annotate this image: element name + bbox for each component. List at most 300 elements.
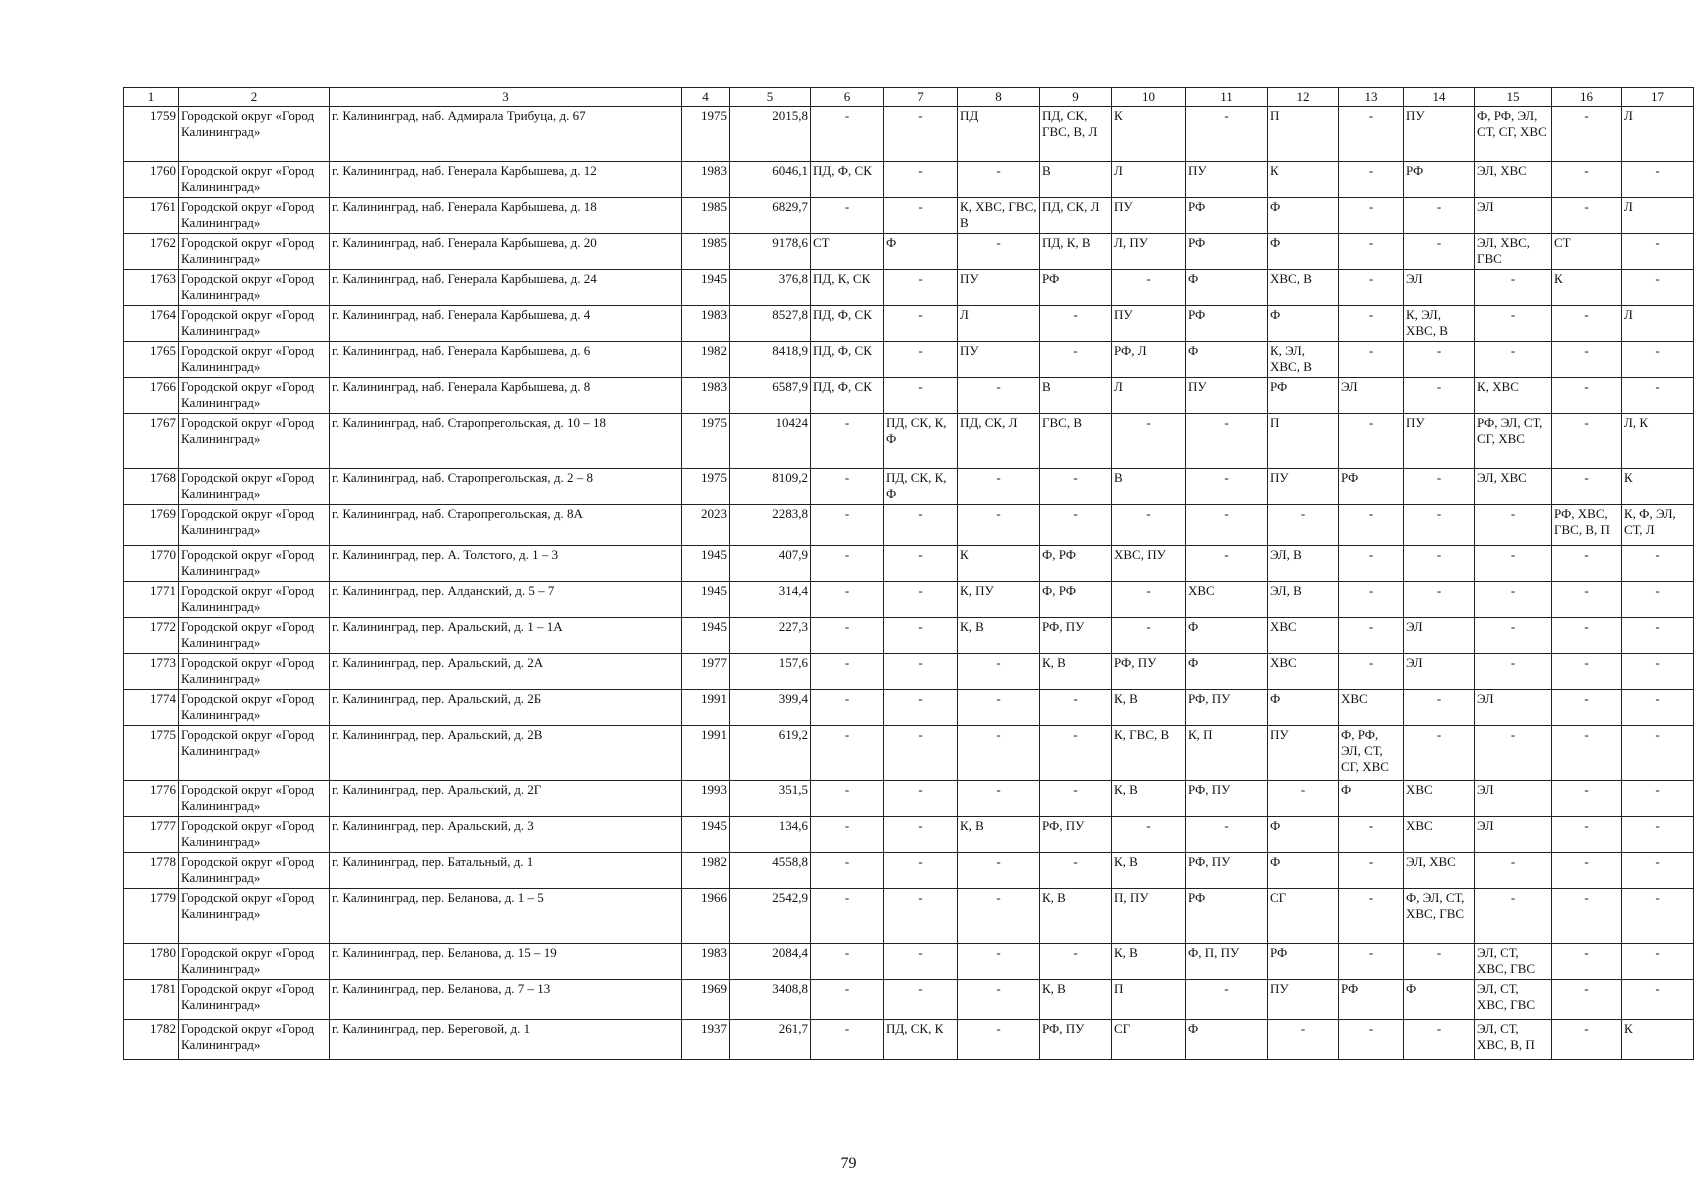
table-cell: - (884, 582, 958, 618)
table-cell: РФ, ПУ (1186, 781, 1268, 817)
table-cell: РФ, ПУ (1040, 817, 1112, 853)
table-cell: 1945 (682, 817, 730, 853)
table-cell: ПД, К, В (1040, 234, 1112, 270)
table-cell: - (1339, 306, 1404, 342)
table-cell: Ф (1186, 654, 1268, 690)
table-cell: 2542,9 (730, 889, 811, 944)
table-cell: - (1339, 198, 1404, 234)
table-cell: ХВС, ПУ (1112, 546, 1186, 582)
table-cell: - (811, 107, 884, 162)
table-cell: г. Калининград, пер. Беланова, д. 15 – 19 (330, 944, 682, 980)
table-cell: ПУ (1268, 726, 1339, 781)
table-cell: ПД, СК, К, Ф (884, 414, 958, 469)
table-cell: - (1622, 234, 1694, 270)
table-cell: Ф (1339, 781, 1404, 817)
table-cell: - (1339, 889, 1404, 944)
table-cell: г. Калининград, наб. Старопрегольская, д. 10 – 18 (330, 414, 682, 469)
table-cell: Городской округ «Город Калининград» (179, 107, 330, 162)
table-cell: ЭЛ (1475, 690, 1552, 726)
table-cell: 1776 (124, 781, 179, 817)
table-cell: ЭЛ (1475, 781, 1552, 817)
table-cell: 1982 (682, 853, 730, 889)
table-row (124, 162, 1694, 198)
table-cell: ПУ (1404, 107, 1475, 162)
table-cell: В (1112, 469, 1186, 505)
table-cell: К, ПУ (958, 582, 1040, 618)
table-cell: - (1339, 817, 1404, 853)
table-cell: - (1552, 889, 1622, 944)
table-cell: - (811, 654, 884, 690)
table-cell: К, В (1112, 690, 1186, 726)
table-cell: - (1186, 505, 1268, 546)
table-cell: - (1339, 618, 1404, 654)
table-cell: Ф, П, ПУ (1186, 944, 1268, 980)
table-cell: - (1475, 505, 1552, 546)
table-cell: - (958, 853, 1040, 889)
table-cell: - (1552, 162, 1622, 198)
table-cell: РФ (1404, 162, 1475, 198)
table-cell: Ф (884, 234, 958, 270)
table-cell: - (884, 944, 958, 980)
table-cell: - (958, 654, 1040, 690)
table-cell: Л (1112, 378, 1186, 414)
table-cell: - (1622, 378, 1694, 414)
table-cell: - (811, 469, 884, 505)
table-cell: г. Калининград, наб. Генерала Карбышева, д. 18 (330, 198, 682, 234)
table-cell: Л, ПУ (1112, 234, 1186, 270)
table-cell: - (884, 198, 958, 234)
table-cell: - (1339, 107, 1404, 162)
table-cell: РФ, ПУ (1186, 690, 1268, 726)
table-cell: - (884, 270, 958, 306)
table-cell: К, В (958, 618, 1040, 654)
table-cell: 1766 (124, 378, 179, 414)
table-cell: Городской округ «Город Калининград» (179, 162, 330, 198)
table-cell: - (1552, 690, 1622, 726)
table-cell: ПД, СК, Л (1040, 198, 1112, 234)
table-cell: 1773 (124, 654, 179, 690)
table-cell: 8527,8 (730, 306, 811, 342)
table-cell: - (1475, 726, 1552, 781)
table-cell: - (1040, 469, 1112, 505)
table-cell: - (1112, 505, 1186, 546)
table-cell: - (1339, 853, 1404, 889)
table-cell: Городской округ «Город Калининград» (179, 270, 330, 306)
table-cell: РФ, ПУ (1040, 618, 1112, 654)
table-cell: - (1622, 618, 1694, 654)
column-number: 12 (1268, 88, 1339, 107)
table-cell: ЭЛ, СТ, ХВС, ГВС (1475, 980, 1552, 1020)
table-cell: 1779 (124, 889, 179, 944)
table-cell: г. Калининград, наб. Генерала Карбышева, д. 8 (330, 378, 682, 414)
table-cell: - (1552, 342, 1622, 378)
table-cell: Городской округ «Город Калининград» (179, 726, 330, 781)
table-cell: - (1268, 781, 1339, 817)
table-cell: 1975 (682, 414, 730, 469)
table-cell: 314,4 (730, 582, 811, 618)
table-row (124, 817, 1694, 853)
table-row (124, 342, 1694, 378)
table-cell: - (811, 817, 884, 853)
table-cell: ЭЛ, СТ, ХВС, В, П (1475, 1020, 1552, 1060)
table-cell: Городской округ «Город Калининград» (179, 618, 330, 654)
table-row (124, 306, 1694, 342)
table-cell: ПД, Ф, СК (811, 378, 884, 414)
table-cell: Городской округ «Город Калининград» (179, 342, 330, 378)
table-cell: П (1268, 414, 1339, 469)
table-cell: - (1622, 270, 1694, 306)
table-cell: - (884, 342, 958, 378)
table-cell: - (811, 582, 884, 618)
table-cell: Ф (1268, 306, 1339, 342)
table-cell: - (1339, 234, 1404, 270)
table-cell: К (958, 546, 1040, 582)
table-cell: 1945 (682, 546, 730, 582)
table-cell: - (884, 654, 958, 690)
table-cell: - (1186, 546, 1268, 582)
table-cell: К, В (1040, 654, 1112, 690)
table-cell: К, В (1112, 853, 1186, 889)
table-row (124, 690, 1694, 726)
table-cell: 1761 (124, 198, 179, 234)
table-cell: г. Калининград, наб. Старопрегольская, д. 2 – 8 (330, 469, 682, 505)
table-cell: - (1552, 1020, 1622, 1060)
table-cell: РФ (1186, 306, 1268, 342)
table-cell: 2084,4 (730, 944, 811, 980)
table-cell: - (1552, 198, 1622, 234)
table-cell: 1762 (124, 234, 179, 270)
table-cell: Городской округ «Город Калининград» (179, 944, 330, 980)
table-cell: - (884, 853, 958, 889)
table-row (124, 505, 1694, 546)
table-cell: - (1112, 817, 1186, 853)
table-cell: - (1552, 726, 1622, 781)
table-cell: ЭЛ, В (1268, 546, 1339, 582)
table-cell: - (1622, 781, 1694, 817)
table-cell: - (1339, 162, 1404, 198)
table-cell: - (884, 107, 958, 162)
table-cell: - (1552, 546, 1622, 582)
table-cell: 376,8 (730, 270, 811, 306)
table-cell: - (1622, 162, 1694, 198)
table-cell: - (1339, 414, 1404, 469)
table-cell: РФ, ПУ (1112, 654, 1186, 690)
table-cell: - (958, 234, 1040, 270)
table-cell: - (1475, 889, 1552, 944)
table-cell: г. Калининград, наб. Генерала Карбышева, д. 24 (330, 270, 682, 306)
table-cell: Ф, РФ, ЭЛ, СТ, СГ, ХВС (1339, 726, 1404, 781)
table-cell: - (811, 853, 884, 889)
table-cell: - (1552, 414, 1622, 469)
table-cell: ЭЛ, СТ, ХВС, ГВС (1475, 944, 1552, 980)
table-cell: В (1040, 378, 1112, 414)
table-cell: - (811, 889, 884, 944)
table-cell: Л (1112, 162, 1186, 198)
table-cell: г. Калининград, пер. А. Толстого, д. 1 – 3 (330, 546, 682, 582)
table-cell: г. Калининград, пер. Аральский, д. 2Г (330, 781, 682, 817)
table-cell: - (1552, 781, 1622, 817)
table-cell: - (1552, 618, 1622, 654)
table-cell: В (1040, 162, 1112, 198)
table-row (124, 582, 1694, 618)
table-cell: - (1552, 853, 1622, 889)
table-row (124, 546, 1694, 582)
table-cell: - (884, 378, 958, 414)
table-cell: Городской округ «Город Калининград» (179, 234, 330, 270)
table-cell: К (1622, 469, 1694, 505)
table-cell: РФ (1268, 378, 1339, 414)
table-cell: ПД, Ф, СК (811, 342, 884, 378)
table-cell: 6046,1 (730, 162, 811, 198)
table-cell: Ф (1268, 817, 1339, 853)
column-number: 13 (1339, 88, 1404, 107)
table-cell: - (811, 726, 884, 781)
table-cell: РФ (1339, 980, 1404, 1020)
table-cell: 261,7 (730, 1020, 811, 1060)
table-cell: Л (958, 306, 1040, 342)
table-cell: г. Калининград, пер. Аральский, д. 3 (330, 817, 682, 853)
table-cell: 1945 (682, 582, 730, 618)
table-cell: ХВС (1268, 654, 1339, 690)
table-cell: ПУ (1112, 306, 1186, 342)
table-cell: 8418,9 (730, 342, 811, 378)
table-cell: 1770 (124, 546, 179, 582)
table-cell: - (811, 546, 884, 582)
table-cell: РФ (1268, 944, 1339, 980)
table-cell: - (1186, 414, 1268, 469)
table-cell: - (1404, 546, 1475, 582)
table-cell: Л, К (1622, 414, 1694, 469)
table-cell: - (1622, 690, 1694, 726)
table-cell: ПУ (1268, 469, 1339, 505)
table-cell: К, ЭЛ, ХВС, В (1404, 306, 1475, 342)
table-cell: 1983 (682, 162, 730, 198)
table-cell: - (1186, 980, 1268, 1020)
table-cell: 1769 (124, 505, 179, 546)
table-cell: - (1552, 469, 1622, 505)
table-cell: ЭЛ, ХВС (1475, 162, 1552, 198)
table-cell: г. Калининград, наб. Старопрегольская, д. 8А (330, 505, 682, 546)
table-row (124, 654, 1694, 690)
table-cell: 10424 (730, 414, 811, 469)
table-cell: 1772 (124, 618, 179, 654)
table-cell: 1945 (682, 618, 730, 654)
table-cell: К, В (1112, 781, 1186, 817)
table-cell: - (884, 781, 958, 817)
table-row (124, 378, 1694, 414)
table-cell: П (1112, 980, 1186, 1020)
table-cell: 1966 (682, 889, 730, 944)
table-cell: г. Калининград, пер. Аральский, д. 2В (330, 726, 682, 781)
table-cell: - (1404, 505, 1475, 546)
table-cell: 1945 (682, 270, 730, 306)
column-number: 16 (1552, 88, 1622, 107)
table-cell: Ф (1186, 342, 1268, 378)
table-cell: ПД, СК, К, Ф (884, 469, 958, 505)
column-number: 1 (124, 88, 179, 107)
table-cell: К (1268, 162, 1339, 198)
table-cell: 1983 (682, 378, 730, 414)
table-cell: 1782 (124, 1020, 179, 1060)
table-cell: К, Ф, ЭЛ, СТ, Л (1622, 505, 1694, 546)
table-cell: 1983 (682, 306, 730, 342)
table-cell: ПУ (1186, 162, 1268, 198)
table-cell: РФ, ПУ (1040, 1020, 1112, 1060)
table-cell: РФ, ПУ (1186, 853, 1268, 889)
table-cell: ЭЛ (1404, 654, 1475, 690)
table-cell: РФ (1040, 270, 1112, 306)
table-cell: 1977 (682, 654, 730, 690)
table-cell: ХВС (1404, 817, 1475, 853)
table-cell: 1768 (124, 469, 179, 505)
table-cell: 407,9 (730, 546, 811, 582)
table-cell: 3408,8 (730, 980, 811, 1020)
table-cell: - (811, 414, 884, 469)
table-cell: К, В (1040, 980, 1112, 1020)
table-cell: г. Калининград, наб. Генерала Карбышева, д. 6 (330, 342, 682, 378)
table-cell: г. Калининград, пер. Аральский, д. 2Б (330, 690, 682, 726)
table-cell: Городской округ «Город Калининград» (179, 546, 330, 582)
table-cell: - (1040, 781, 1112, 817)
table-cell: Ф (1404, 980, 1475, 1020)
column-numbers-row (124, 88, 1694, 107)
table-cell: Городской округ «Город Калининград» (179, 690, 330, 726)
table-cell: 1759 (124, 107, 179, 162)
table-row (124, 853, 1694, 889)
table-cell: ЭЛ (1404, 618, 1475, 654)
table-cell: - (1475, 546, 1552, 582)
table-cell: - (1552, 654, 1622, 690)
table-cell: г. Калининград, пер. Аральский, д. 1 – 1А (330, 618, 682, 654)
table-cell: - (1339, 342, 1404, 378)
table-cell: 351,5 (730, 781, 811, 817)
table-cell: - (1475, 853, 1552, 889)
table-cell: РФ (1186, 198, 1268, 234)
table-cell: Ф (1186, 1020, 1268, 1060)
table-cell: - (811, 505, 884, 546)
table-cell: Городской округ «Город Калининград» (179, 414, 330, 469)
table-cell: - (884, 306, 958, 342)
table-cell: - (958, 378, 1040, 414)
table-cell: Ф, РФ (1040, 546, 1112, 582)
table-cell: Ф (1186, 270, 1268, 306)
table-cell: Л (1622, 198, 1694, 234)
table-cell: - (1552, 980, 1622, 1020)
table-cell: 1764 (124, 306, 179, 342)
table-cell: - (1552, 817, 1622, 853)
table-cell: - (1112, 582, 1186, 618)
table-cell: г. Калининград, пер. Береговой, д. 1 (330, 1020, 682, 1060)
table-cell: - (1622, 980, 1694, 1020)
table-cell: Городской округ «Город Калининград» (179, 889, 330, 944)
table-row (124, 726, 1694, 781)
table-cell: - (958, 690, 1040, 726)
table-cell: ПД, К, СК (811, 270, 884, 306)
table-cell: 1937 (682, 1020, 730, 1060)
table-cell: 6829,7 (730, 198, 811, 234)
table-cell: ГВС, В (1040, 414, 1112, 469)
table-cell: ХВС (1404, 781, 1475, 817)
table-cell: ПД, Ф, СК (811, 162, 884, 198)
table-cell: ПД, СК, Л (958, 414, 1040, 469)
table-cell: - (1339, 654, 1404, 690)
table-cell: 619,2 (730, 726, 811, 781)
table-cell: 2023 (682, 505, 730, 546)
table-cell: РФ (1186, 889, 1268, 944)
table-row (124, 234, 1694, 270)
table-cell: 1969 (682, 980, 730, 1020)
table-cell: ПУ (1112, 198, 1186, 234)
table-cell: РФ, ЭЛ, СТ, СГ, ХВС (1475, 414, 1552, 469)
table-cell: - (884, 690, 958, 726)
table-cell: - (1339, 546, 1404, 582)
table-cell: ЭЛ, ХВС, ГВС (1475, 234, 1552, 270)
table-cell: - (811, 781, 884, 817)
table-cell: - (811, 618, 884, 654)
table-cell: - (1552, 944, 1622, 980)
table-cell: - (1622, 726, 1694, 781)
table-cell: - (1339, 944, 1404, 980)
table-cell: Городской округ «Город Калининград» (179, 1020, 330, 1060)
column-number: 10 (1112, 88, 1186, 107)
table-cell: - (1339, 1020, 1404, 1060)
column-number: 3 (330, 88, 682, 107)
table-cell: - (1040, 853, 1112, 889)
table-cell: 1777 (124, 817, 179, 853)
table-cell: Городской округ «Город Калининград» (179, 378, 330, 414)
table-cell: СГ (1112, 1020, 1186, 1060)
table-cell: 1780 (124, 944, 179, 980)
table-cell: К, ХВС (1475, 378, 1552, 414)
table-cell: - (1622, 889, 1694, 944)
table-cell: 1985 (682, 234, 730, 270)
table-cell: 6587,9 (730, 378, 811, 414)
table-cell: - (1552, 582, 1622, 618)
table-cell: СТ (1552, 234, 1622, 270)
column-number: 9 (1040, 88, 1112, 107)
table-cell: Ф, РФ (1040, 582, 1112, 618)
column-number: 17 (1622, 88, 1694, 107)
table-cell: ЭЛ (1475, 198, 1552, 234)
table-cell: - (1112, 618, 1186, 654)
table-cell: - (1622, 853, 1694, 889)
table-cell: 1771 (124, 582, 179, 618)
column-number: 15 (1475, 88, 1552, 107)
table-cell: ПУ (1268, 980, 1339, 1020)
table-row (124, 781, 1694, 817)
table-cell: Городской округ «Город Калининград» (179, 817, 330, 853)
table-cell: 1983 (682, 944, 730, 980)
table-cell: Городской округ «Город Калининград» (179, 582, 330, 618)
table-cell: - (884, 505, 958, 546)
table-cell: - (1040, 342, 1112, 378)
table-cell: - (958, 889, 1040, 944)
table-cell: ПУ (958, 342, 1040, 378)
table-cell: 1975 (682, 469, 730, 505)
table-row (124, 944, 1694, 980)
table-cell: Ф (1268, 853, 1339, 889)
table-cell: - (884, 546, 958, 582)
table-cell: - (958, 944, 1040, 980)
table-cell: 1991 (682, 726, 730, 781)
table-cell: - (811, 944, 884, 980)
table-cell: Ф (1268, 690, 1339, 726)
table-cell: К (1112, 107, 1186, 162)
table-cell: СТ (811, 234, 884, 270)
table-cell: Ф (1186, 618, 1268, 654)
table-cell: 2283,8 (730, 505, 811, 546)
table-cell: К, В (958, 817, 1040, 853)
